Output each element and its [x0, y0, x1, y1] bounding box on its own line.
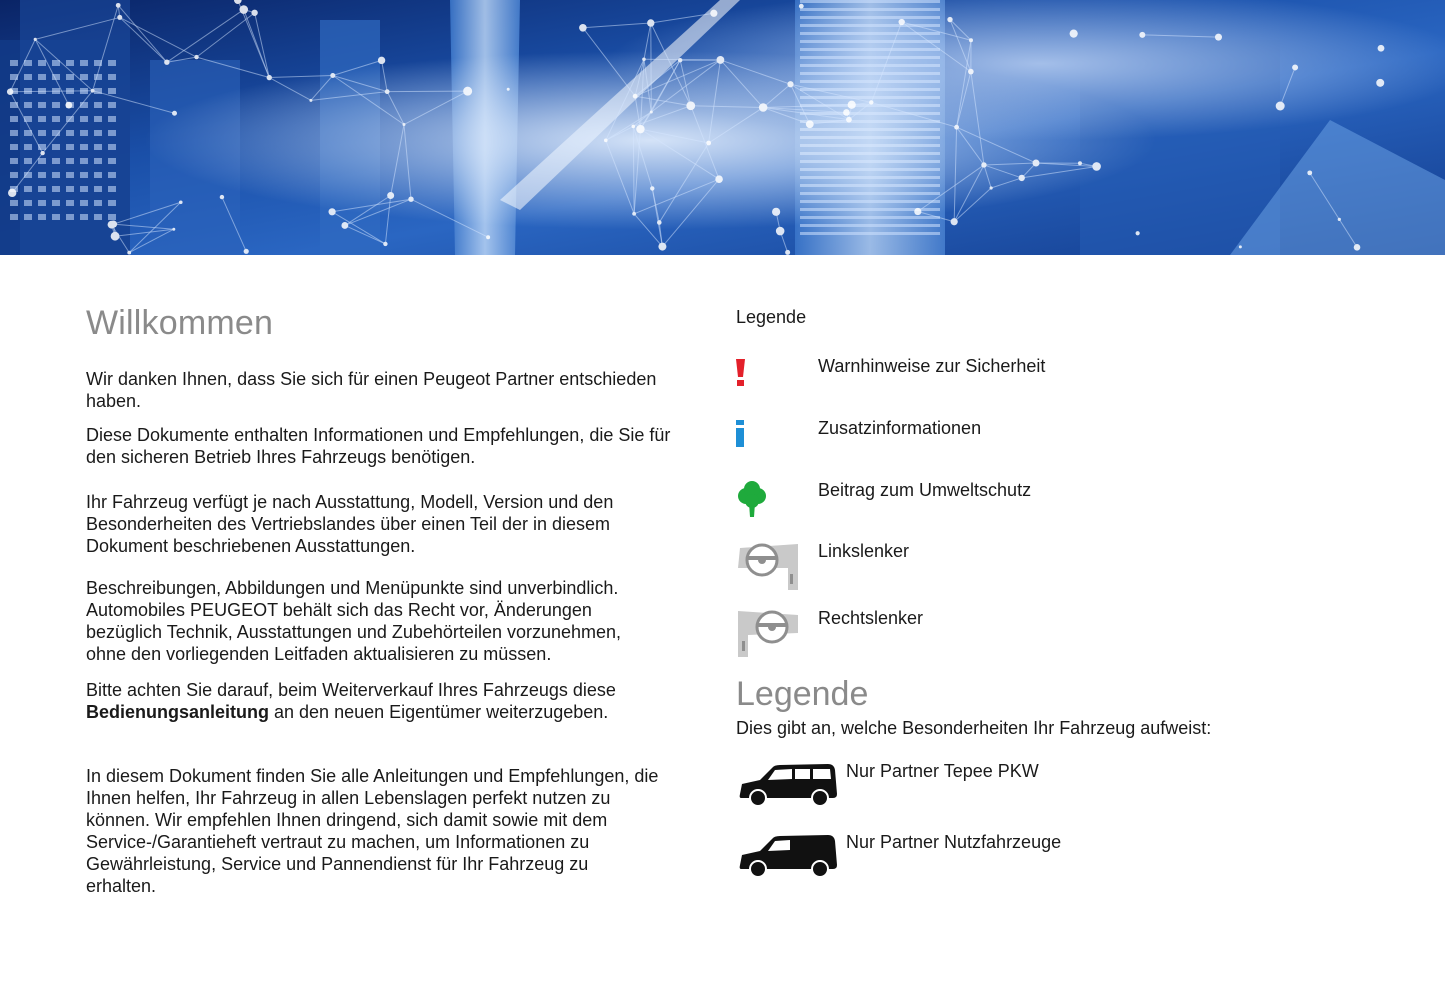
legend-label-info: Zusatzinformationen [818, 418, 982, 438]
legend-heading-large: Legende [736, 675, 869, 713]
legend-item-info [736, 417, 1376, 477]
paragraph-disclaimer: Beschreibungen, Abbildungen und Menüpunkte sind unverbindlich. Automobiles PEUGEOT behält sich das Recht vor, Änderungen bezüglich Technik, Ausstattungen und Zubehörteilen vorzunehmen, ohne den vorliegenden Leitfaden aktualisieren zu müssen. [86, 578, 622, 664]
resale-text-bold: Bedienungsanleitung [86, 702, 270, 722]
legend-heading-small: Legende [736, 307, 807, 327]
welcome-section [86, 300, 686, 896]
paragraph-documents: Diese Dokumente enthalten Informationen und Empfehlungen, die Sie für den sicheren Betrieb Ihres Fahrzeugs benötigen. [86, 425, 671, 467]
exclamation-icon [736, 355, 756, 394]
vehicle-item-utility [736, 831, 1376, 881]
legend-label-environment: Beitrag zum Umweltschutz [818, 480, 1032, 500]
info-icon [736, 417, 756, 456]
legend-section [736, 0, 1376, 1005]
right-hand-drive-icon [736, 607, 800, 666]
utility-van-icon [736, 831, 838, 884]
legend-item-warning [736, 355, 1376, 415]
paragraph-resale [86, 679, 656, 723]
legend-label-left-hand-drive: Linkslenker [818, 541, 910, 561]
welcome-title: Willkommen [86, 304, 274, 342]
tree-icon [736, 479, 770, 526]
vehicle-label-passenger: Nur Partner Tepee PKW [846, 761, 1039, 781]
passenger-van-icon [736, 760, 838, 813]
resale-text-start: Bitte achten Sie darauf, beim Weiterverkauf Ihres Fahrzeugs diese [86, 680, 616, 700]
vehicle-item-passenger [736, 760, 1376, 810]
paragraph-recommendations: In diesem Dokument finden Sie alle Anleitungen und Empfehlungen, die Ihnen helfen, Ihr Fahrzeug in allen Lebenslagen perfekt nutzen zu können. Wir empfehlen Ihnen dringend, sich damit sowie mit dem Service-/Garantieheft vertraut zu machen, um Informationen zu Gewährleistung, Service und Pannendienst für Ihr Fahrzeug zu erhalten. [86, 766, 659, 896]
resale-text-end: an den neuen Eigentümer weiterzugeben. [269, 702, 609, 722]
legend-label-warning: Warnhinweise zur Sicherheit [818, 356, 1046, 376]
left-hand-drive-icon [736, 540, 800, 599]
legend-subtitle: Dies gibt an, welche Besonderheiten Ihr Fahrzeug aufweist: [736, 718, 1212, 738]
paragraph-equipment: Ihr Fahrzeug verfügt je nach Ausstattung, Modell, Version und den Besonderheiten des Vertriebslandes über einen Teil der in diesem Dokument beschriebenen Ausstattungen. [86, 492, 614, 556]
legend-item-environment [736, 479, 1376, 539]
paragraph-thanks: Wir danken Ihnen, dass Sie sich für einen Peugeot Partner entschieden haben. [86, 369, 657, 411]
legend-item-left-hand-drive [736, 540, 1376, 600]
vehicle-label-utility: Nur Partner Nutzfahrzeuge [846, 832, 1062, 852]
legend-label-right-hand-drive: Rechtslenker [818, 608, 924, 628]
legend-item-right-hand-drive [736, 607, 1376, 667]
